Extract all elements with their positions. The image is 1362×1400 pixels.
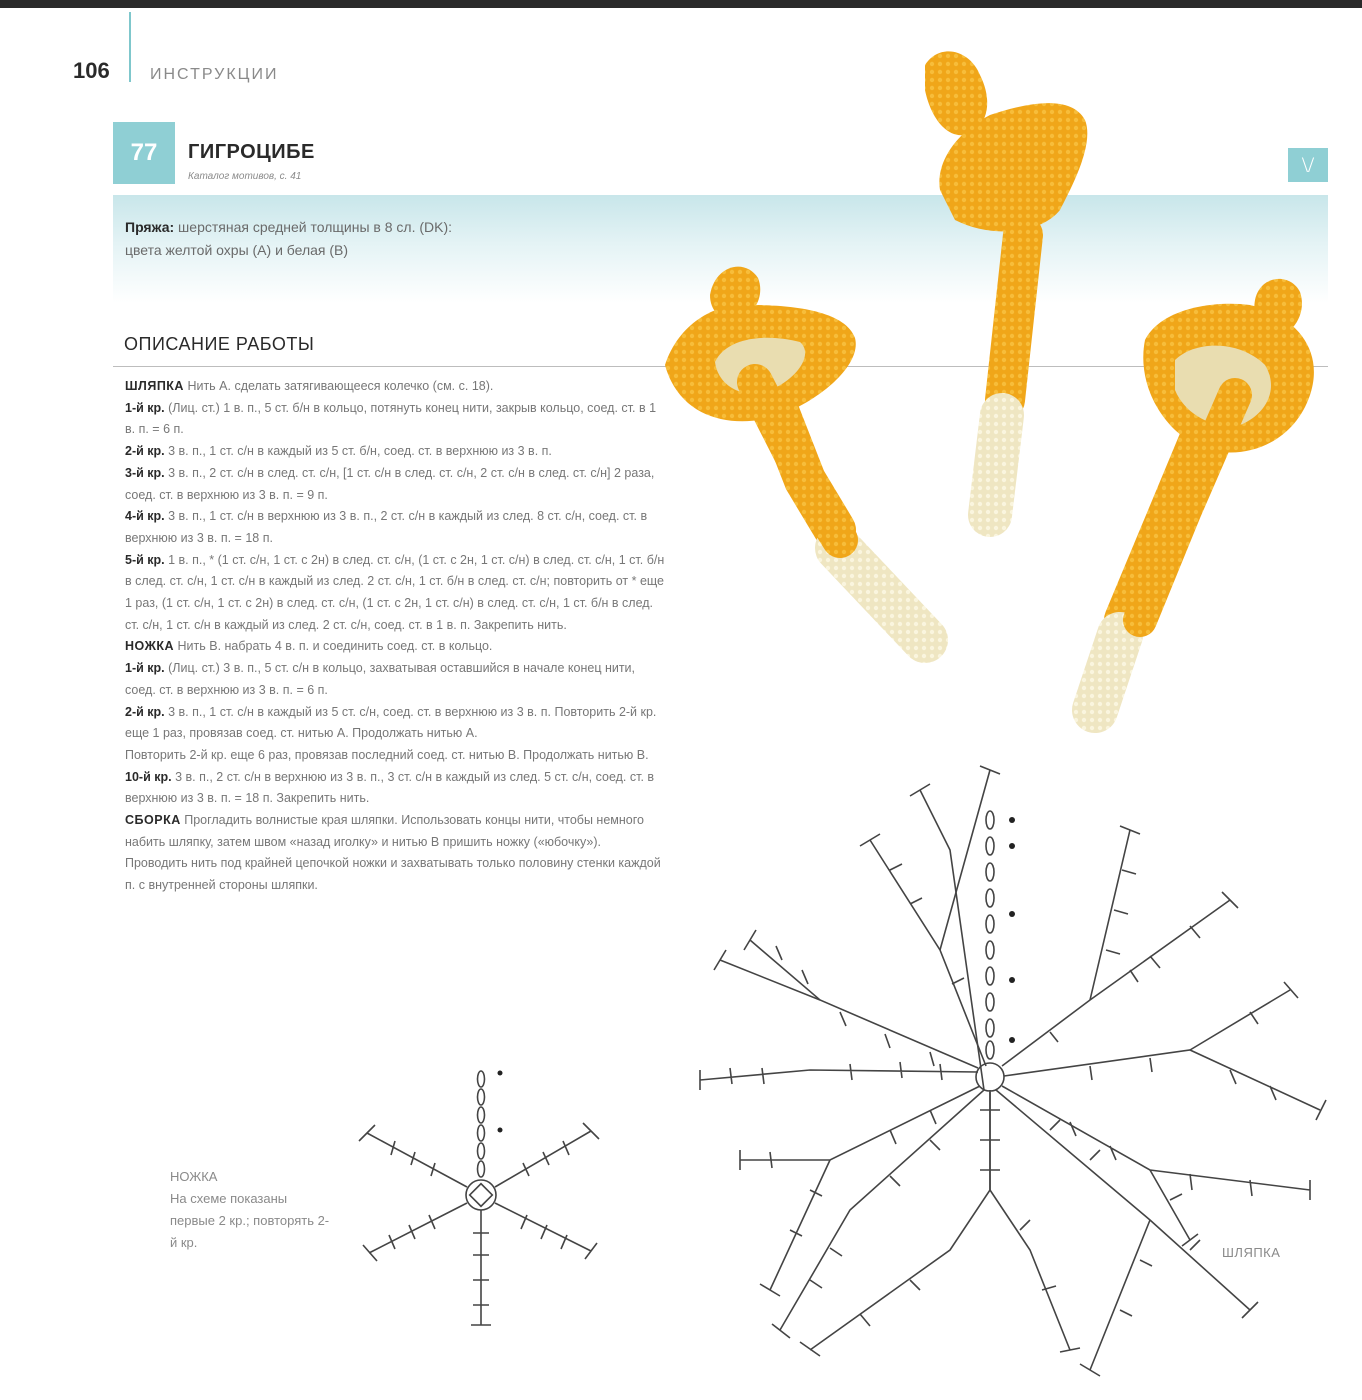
step-text: 3 в. п., 2 ст. с/н в след. ст. с/н, [1 ст. с/н в след. ст. с/н, 2 ст. с/н в след. ст. с/н] 2 раза, соед. ст. в верхнюю из 3 в. п. = 9 п.	[125, 465, 655, 502]
yarn-line-2: цвета желтой охры (A) и белая (B)	[125, 242, 349, 258]
step-text: 1 в. п., * (1 ст. с/н, 1 ст. с 2н) в след. ст. с/н, (1 ст. с 2н, 1 ст. с/н) в след. ст. с/н, 1 ст. б/н в след. ст. с/н, 1 ст. с/н в каждый из след. 2 ст. с/н, 1 ст. б/н в след. ст. с/н; повторить от * еще 1 раз, (1 ст. с/н, 1 ст. с 2н) в след. ст. с/н, (1 ст. с 2н, 1 ст. с/н) в след. ст. с/н, 1 ст. б/н в след. ст. с/н, 1 ст. с/н в каждый из след. 2 ст. с/н, соед. ст. в 1 в. п. Закрепить нить.	[125, 552, 665, 632]
instruction-paragraph	[125, 506, 665, 549]
instruction-paragraph	[125, 376, 665, 398]
work-description-title: ОПИСАНИЕ РАБОТЫ	[124, 334, 315, 354]
yarn-label: Пряжа:	[125, 219, 175, 235]
mushroom-right	[1095, 279, 1314, 710]
step-text: (Лиц. ст.) 1 в. п., 5 ст. б/н в кольцо, потянуть конец нити, закрыв кольцо, соед. ст. в 1 в. п. = 6 п.	[125, 400, 657, 437]
instruction-paragraph	[125, 702, 665, 745]
cap-caption: ШЛЯПКА	[1222, 1245, 1281, 1260]
pattern-title: ГИГРОЦИБЕ	[188, 141, 315, 163]
stalk-caption-note: На схеме показаны первые 2 кр.; повторять 2-й кр.	[170, 1191, 330, 1250]
instruction-paragraph	[125, 550, 665, 637]
stalk-caption	[170, 1166, 330, 1254]
yarn-info	[125, 216, 605, 262]
step-text: 3 в. п., 1 ст. с/н в верхнюю из 3 в. п., 2 ст. с/н в каждый из след. 8 ст. с/н, соед. ст. в верхнюю из 3 в. п. = 18 п.	[125, 509, 648, 545]
instruction-paragraph	[125, 636, 665, 658]
instruction-paragraph	[125, 658, 665, 701]
cap-spokes	[700, 766, 1326, 1376]
stalk-center-ring	[466, 1180, 496, 1210]
page-number: 106	[73, 58, 110, 83]
step-label: 3-й кр.	[125, 465, 165, 480]
stalk-chain-column	[478, 1071, 503, 1178]
publisher-logo-icon: \/	[1288, 148, 1328, 182]
step-text: 3 в. п., 1 ст. с/н в каждый из 5 ст. с/н, соед. ст. в верхнюю из 3 в. п. Повторить 2-й кр. еще 1 раз, провязав соед. ст. нитью A. Продолжать нитью A.	[125, 704, 657, 741]
step-label: 5-й кр.	[125, 552, 165, 567]
instruction-paragraph	[125, 441, 665, 463]
step-text: 3 в. п., 1 ст. с/н в каждый из 5 ст. б/н, соед. ст. в верхнюю из 3 в. п.	[164, 444, 552, 459]
step-label: ШЛЯПКА	[125, 379, 184, 393]
cap-chain-column	[986, 811, 1015, 1059]
stalk-caption-title: НОЖКА	[170, 1169, 218, 1184]
mushrooms-photo	[640, 20, 1340, 740]
section-label: ИНСТРУКЦИИ	[150, 66, 279, 83]
step-text: Прогладить волнистые края шляпки. Использовать концы нити, чтобы немного набить шляпку, затем швом «назад иголку» и нитью B пришить ножку («юбочку»). Проводить нить под крайней цепочкой ножки и захватывать только половину стенки каждой п. с внутренней стороны шляпки.	[125, 813, 661, 893]
mushroom-left	[665, 267, 925, 640]
step-label: 10-й кр.	[125, 769, 172, 784]
stalk-spokes	[359, 1123, 599, 1325]
step-label: 1-й кр.	[125, 400, 165, 415]
step-label: 4-й кр.	[125, 509, 165, 524]
instruction-paragraph	[125, 767, 665, 810]
header-divider	[129, 12, 131, 82]
top-edge-bar	[0, 0, 1362, 8]
stalk-chart-diagram	[355, 1055, 615, 1335]
step-label: 2-й кр.	[125, 704, 165, 719]
cap-chart-diagram	[690, 750, 1330, 1390]
step-text: Повторить 2-й кр. еще 6 раз, провязав последний соед. ст. нитью B. Продолжать нитью B.	[125, 747, 649, 762]
step-label: 1-й кр.	[125, 661, 165, 676]
step-label: 2-й кр.	[125, 444, 165, 459]
instruction-paragraph	[125, 745, 665, 767]
step-label: СБОРКА	[125, 813, 181, 828]
yarn-line-1: шерстяная средней толщины в 8 сл. (DK):	[174, 219, 453, 235]
step-label: НОЖКА	[125, 639, 175, 654]
instruction-paragraph	[125, 810, 665, 897]
instruction-paragraph	[125, 463, 665, 506]
step-text: Нить B. набрать 4 в. п. и соединить соед. ст. в кольцо.	[174, 639, 493, 654]
step-text: (Лиц. ст.) 3 в. п., 5 ст. с/н в кольцо, захватывая оставшийся в начале конец нити, соед. ст. в верхнюю из 3 в. п. = 6 п.	[125, 661, 636, 697]
step-text: 3 в. п., 2 ст. с/н в верхнюю из 3 в. п., 3 ст. с/н в каждый из след. 5 ст. с/н, соед. ст. в верхнюю из 3 в. п. = 18 п. Закрепить нить.	[125, 769, 655, 806]
catalog-reference: Каталог мотивов, с. 41	[188, 171, 302, 182]
instructions-text	[125, 376, 665, 897]
pattern-number-badge: 77	[113, 122, 175, 184]
instruction-paragraph	[125, 398, 665, 441]
mushroom-middle	[925, 51, 1087, 515]
step-text: Нить A. сделать затягивающееся колечко (см. с. 18).	[183, 379, 494, 393]
